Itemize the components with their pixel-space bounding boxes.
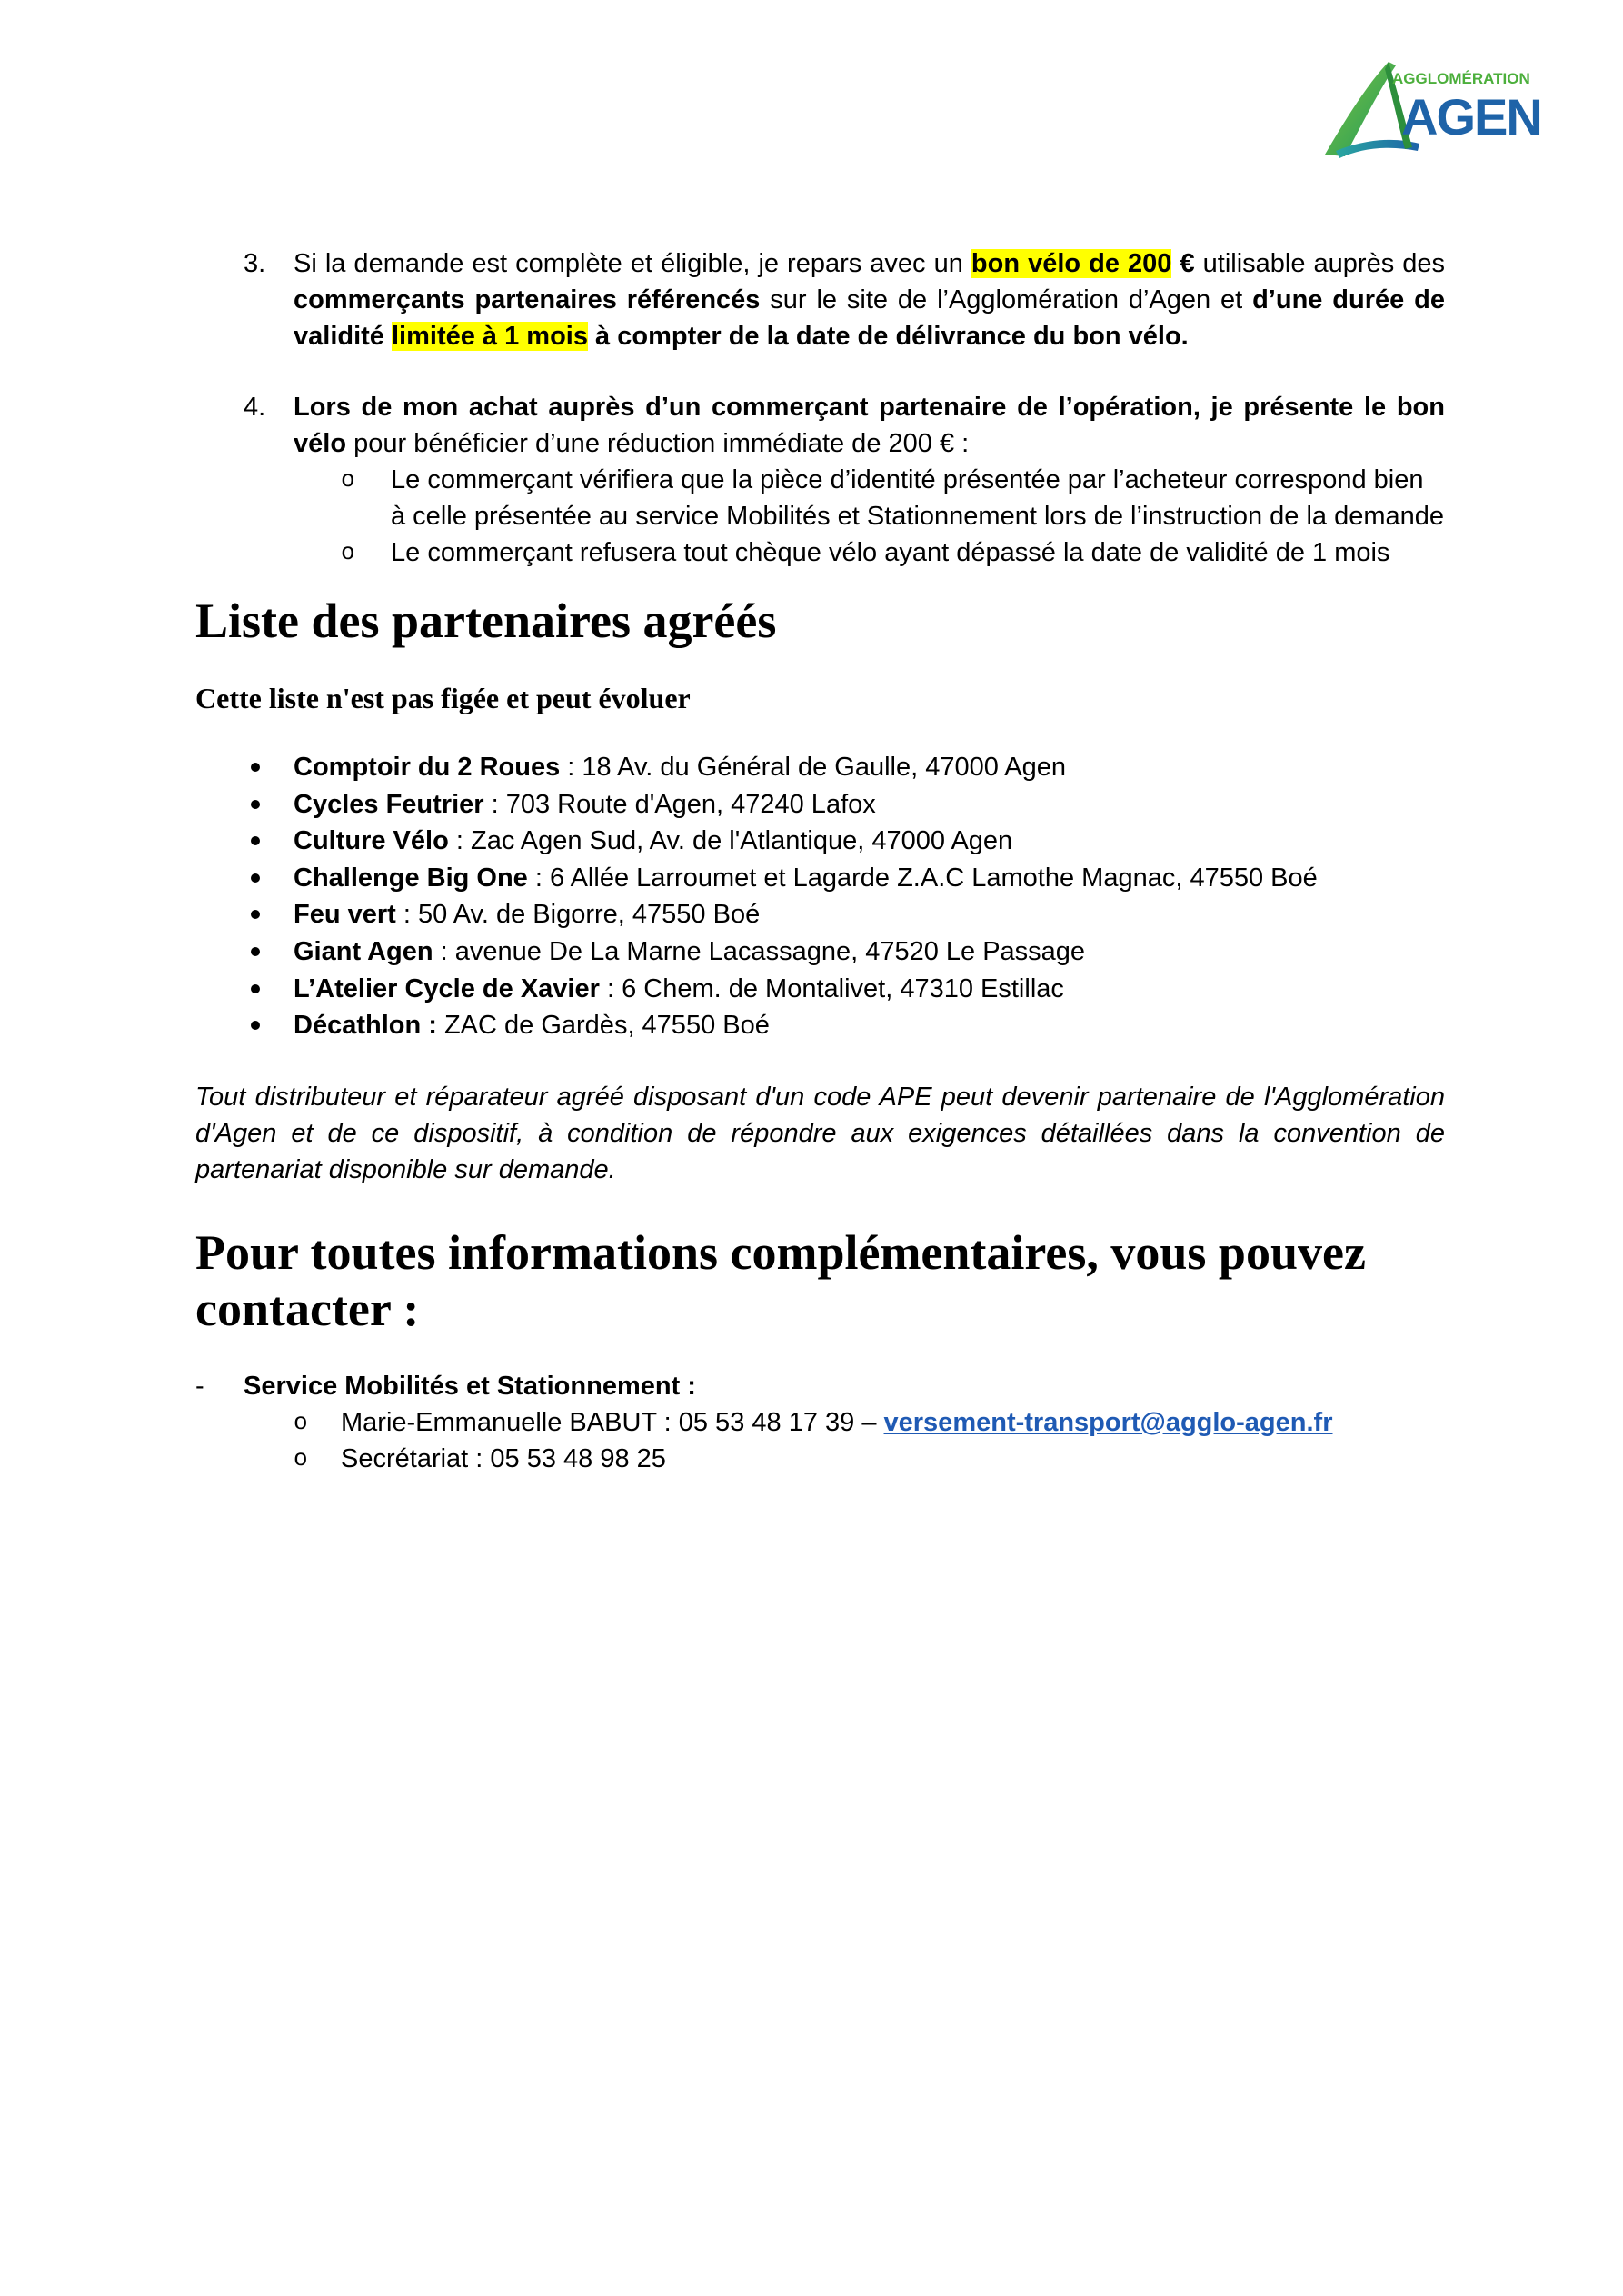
step-sub-item: o Le commerçant refusera tout chèque vélo ayant dépassé la date de validité de 1 mois — [195, 534, 1445, 571]
circle-bullet-icon: o — [341, 539, 355, 566]
partner-name: L’Atelier Cycle de Xavier — [294, 973, 600, 1003]
partner-item — [195, 860, 1445, 897]
dash-bullet: - — [195, 1371, 204, 1401]
partner-address: 18 Av. du Général de Gaulle, 47000 Agen — [582, 753, 1067, 782]
partner-address: 50 Av. de Bigorre, 47550 Boé — [418, 900, 761, 930]
text-run: utilisable auprès des — [1194, 249, 1445, 278]
bold-text: à compter de la date de délivrance du bon vélo. — [588, 322, 1189, 351]
logo-top-text: AGGLOMÉRATION — [1392, 70, 1530, 87]
service-name: Service Mobilités et Stationnement : — [244, 1371, 696, 1401]
email-link[interactable]: versement-transport@agglo-agen.fr — [883, 1407, 1333, 1437]
text-run: pour bénéficier d’une réduction immédiate de 200 € : — [346, 429, 970, 458]
highlighted-text: limitée à 1 mois — [392, 322, 588, 351]
bold-text: € — [1171, 249, 1195, 278]
text-run: Si la demande est complète et éligible, je repars avec un — [294, 249, 971, 278]
partner-item — [195, 823, 1445, 860]
step-sub-list — [195, 462, 1445, 571]
step-text — [294, 393, 1445, 458]
bullet-dot-icon — [251, 984, 260, 993]
partner-separator: : — [433, 936, 455, 966]
step-item — [195, 245, 1445, 354]
partners-note: Tout distributeur et réparateur agréé disposant d'un code APE peut devenir partenaire de l'Agglomération d'Agen et de ce dispositif, à condition de répondre aux exigences détaillées dans la convention de partenariat disponible sur demande. — [195, 1082, 1445, 1184]
bold-text: Lors de mon achat auprès d’un commerçant partenaire de l’opération, je présente le bon vélo — [294, 393, 1445, 458]
step-item — [195, 389, 1445, 462]
step-number: 4. — [244, 393, 266, 422]
contact-list — [195, 1404, 1445, 1477]
partner-separator: : — [560, 753, 582, 782]
contact-text: Marie-Emmanuelle BABUT : 05 53 48 17 39 – — [341, 1407, 884, 1437]
partner-name: Culture Vélo — [294, 826, 449, 856]
contact-heading: Pour toutes informations complémentaires, vous pouvez contacter : — [195, 1224, 1366, 1336]
bullet-dot-icon — [251, 1021, 260, 1030]
partner-address: 6 Chem. de Montalivet, 47310 Estillac — [622, 973, 1064, 1003]
circle-bullet-icon: o — [294, 1444, 308, 1472]
contact-service — [195, 1368, 1445, 1404]
contact-item — [195, 1404, 1445, 1441]
bullet-dot-icon — [251, 763, 260, 772]
bullet-dot-icon — [251, 947, 260, 956]
contact-item — [195, 1441, 1445, 1477]
partner-separator: : — [483, 789, 506, 819]
partners-heading: Liste des partenaires agréés — [195, 594, 777, 648]
partner-address: 703 Route d'Agen, 47240 Lafox — [505, 789, 876, 819]
partners-list — [195, 749, 1445, 1044]
partner-name: Giant Agen — [294, 936, 433, 966]
partner-item — [195, 896, 1445, 933]
bullet-dot-icon — [251, 836, 260, 845]
step-sub-item: o Le commerçant vérifiera que la pièce d’identité présentée par l’acheteur correspond bien à celle présentée au service Mobilités et Stationnement lors de l’instruction de la demande — [195, 462, 1445, 534]
partner-item — [195, 1007, 1445, 1044]
partner-name: Feu vert — [294, 900, 396, 930]
step-number: 3. — [244, 249, 266, 278]
partner-separator: : — [527, 863, 550, 893]
partner-address: avenue De La Marne Lacassagne, 47520 Le Passage — [454, 936, 1086, 966]
contact-text: Secrétariat : 05 53 48 98 25 — [341, 1443, 666, 1473]
partner-address: ZAC de Gardès, 47550 Boé — [443, 1011, 770, 1041]
partner-item — [195, 971, 1445, 1008]
partner-item — [195, 786, 1445, 824]
circle-bullet-icon: o — [294, 1408, 308, 1436]
partners-subheading: Cette liste n'est pas figée et peut évoluer — [195, 682, 691, 714]
logo-main-text: AGEN — [1401, 88, 1541, 145]
highlighted-text: bon vélo de 200 — [971, 249, 1172, 278]
document-body — [195, 245, 1445, 1477]
partner-separator: : — [448, 826, 471, 856]
bullet-dot-icon — [251, 800, 260, 809]
partner-item — [195, 749, 1445, 786]
partner-separator: : — [599, 973, 622, 1003]
bullet-dot-icon — [251, 873, 260, 883]
partner-address: Zac Agen Sud, Av. de l'Atlantique, 47000 Agen — [470, 826, 1013, 856]
partner-name: Comptoir du 2 Roues — [294, 753, 561, 782]
partner-item — [195, 933, 1445, 971]
circle-bullet-icon: o — [341, 466, 355, 494]
partner-name: Challenge Big One — [294, 863, 528, 893]
partner-name: Cycles Feutrier — [294, 789, 484, 819]
agglomeration-agen-logo — [1318, 56, 1545, 165]
partner-separator — [437, 1011, 444, 1040]
partner-address: 6 Allée Larroumet et Lagarde Z.A.C Lamothe Magnac, 47550 Boé — [550, 863, 1318, 893]
partner-name: Décathlon : — [294, 1011, 437, 1041]
text-run: sur le site de l’Agglomération d’Agen et — [760, 285, 1253, 314]
step-text — [294, 249, 1445, 351]
bold-text: d’une durée de validité — [294, 285, 1445, 351]
bullet-dot-icon — [251, 910, 260, 919]
partner-separator: : — [395, 900, 418, 930]
bold-text: commerçants partenaires référencés — [294, 285, 761, 314]
